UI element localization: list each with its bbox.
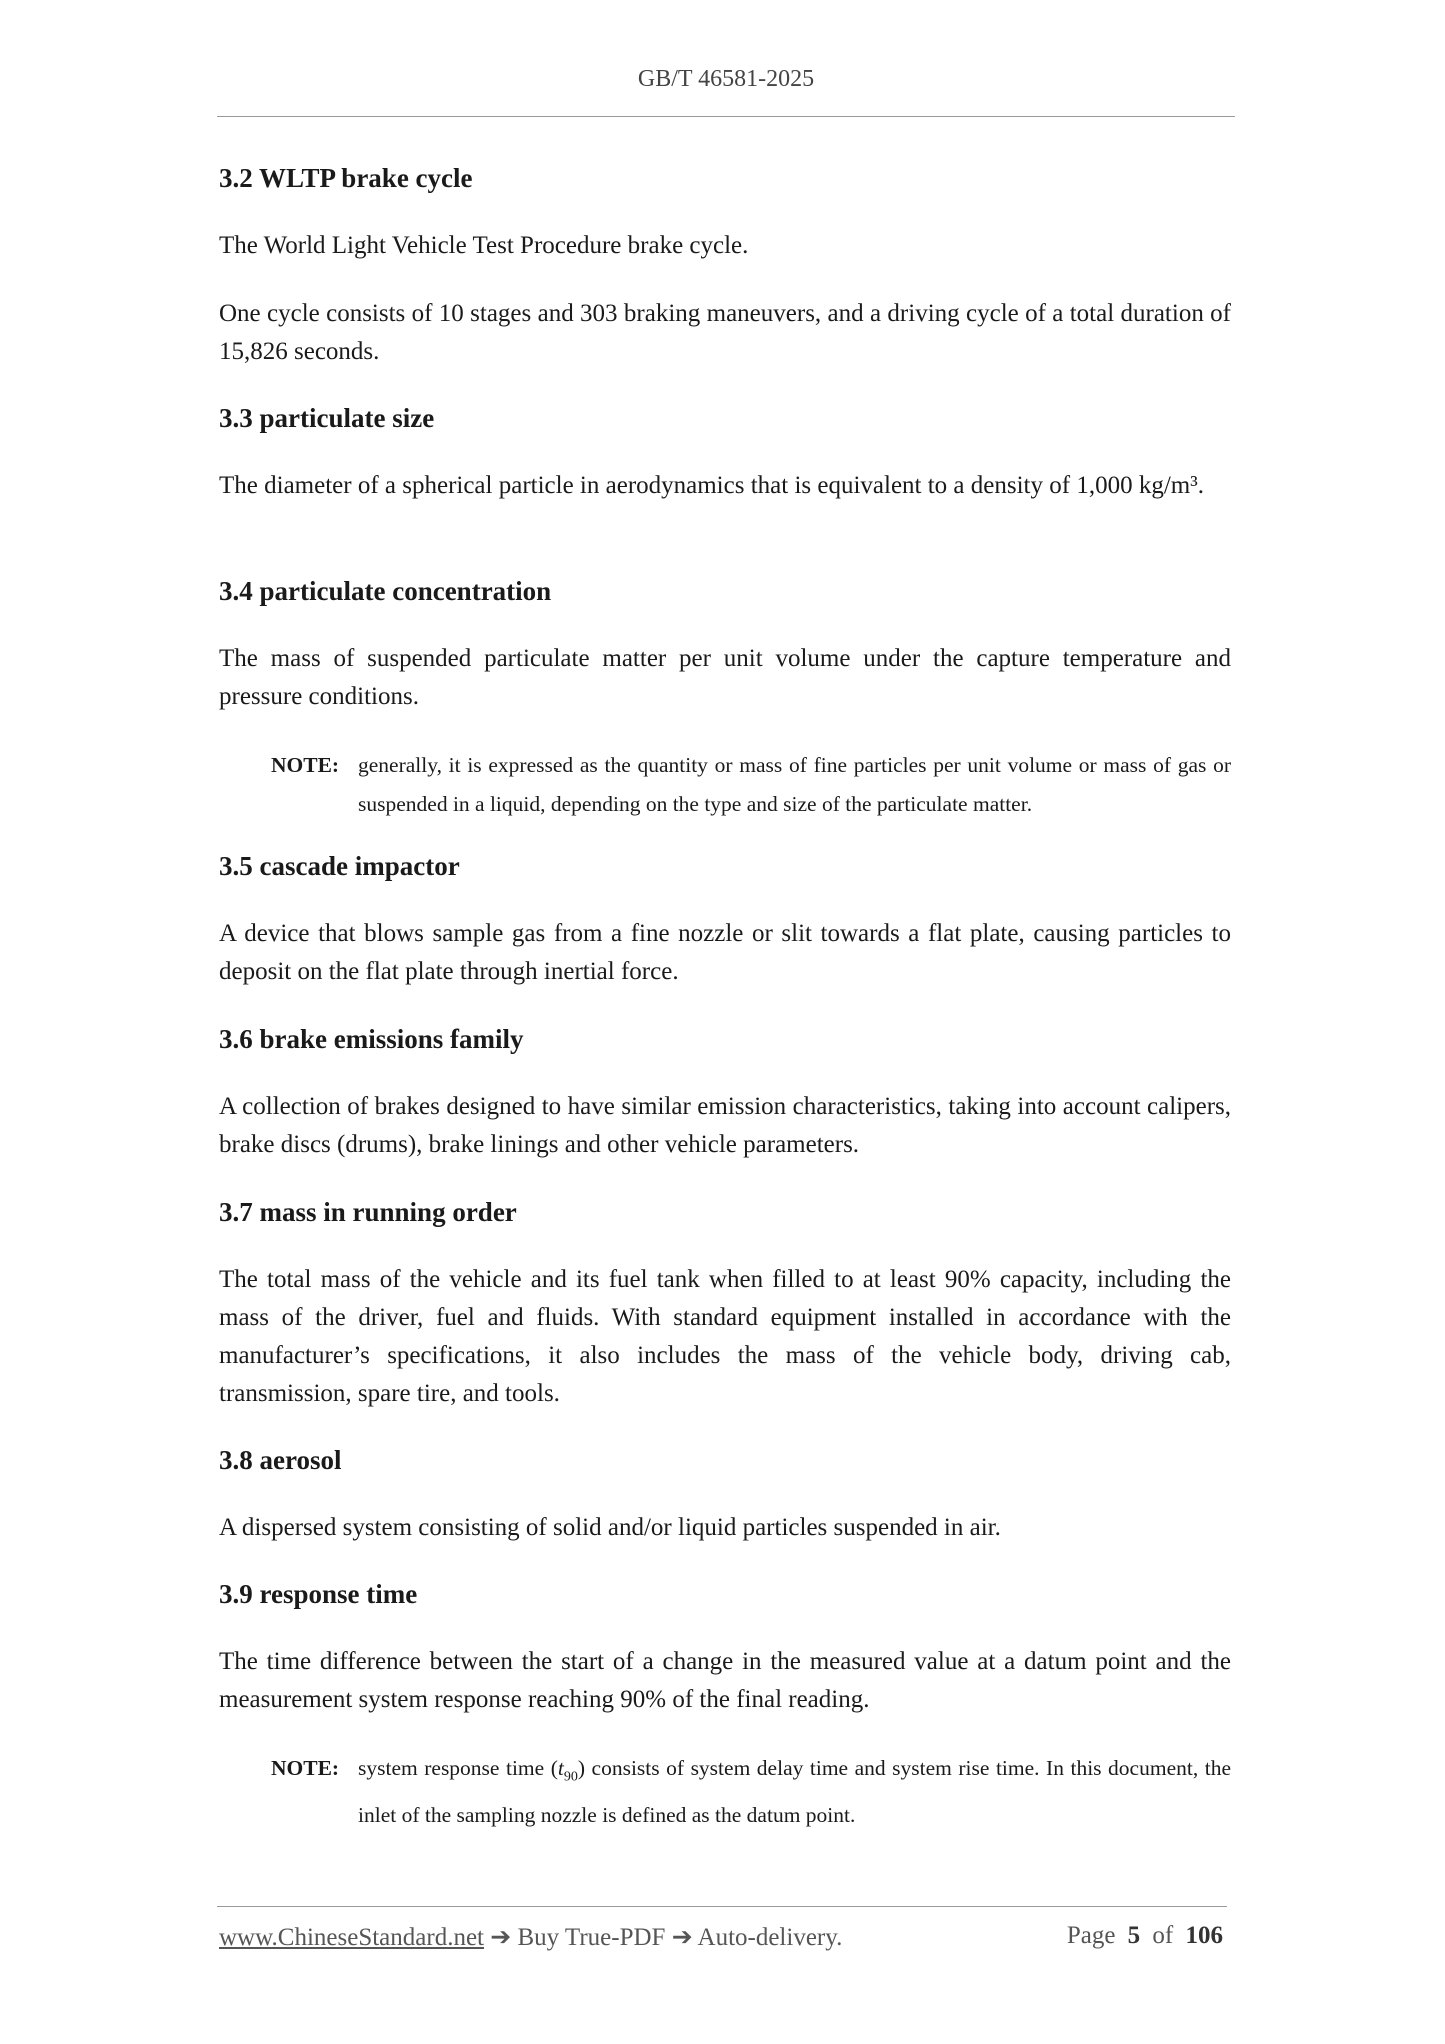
header-divider: [217, 116, 1235, 117]
term-3-7: [219, 1194, 1231, 1413]
term-heading: 3.3 particulate size: [219, 403, 435, 433]
note-text: generally, it is expressed as the quantity or mass of fine particles per unit volume or mass of gas or suspended in a liquid, depending on the type and size of the particulate matter.: [358, 753, 1231, 816]
term-definition: The mass of suspended particulate matter per unit volume under the capture temperature and pressure conditions.: [219, 645, 1231, 710]
term-definition: The diameter of a spherical particle in aerodynamics that is equivalent to a density of 1,000 kg/m³.: [219, 472, 1204, 499]
term-definition: A collection of brakes designed to have similar emission characteristics, taking into account calipers, brake discs (drums), brake linings and other vehicle parameters.: [219, 1093, 1231, 1158]
note: [271, 1749, 1231, 1835]
term-heading: 3.9 response time: [219, 1579, 418, 1609]
page-indicator: [1067, 1922, 1229, 1950]
note-text-after: ) consists of system delay time and system rise time. In this document, the inlet of the sampling nozzle is defined as the datum point.: [358, 1756, 1231, 1828]
term-3-8: [219, 1442, 1231, 1547]
term-heading: 3.8 aerosol: [219, 1445, 342, 1475]
page-current: 5: [1127, 1922, 1141, 1949]
buy-true-pdf-text: Buy True-PDF: [517, 1924, 666, 1951]
term-heading: 3.6 brake emissions family: [219, 1024, 524, 1054]
right-arrow-icon: ➔: [490, 1924, 512, 1951]
page-footer: [219, 1922, 1229, 1956]
term-definition: A dispersed system consisting of solid and/or liquid particles suspended in air.: [219, 1514, 1001, 1541]
term-definition: The World Light Vehicle Test Procedure brake cycle.: [219, 232, 749, 259]
term-3-9: [219, 1576, 1231, 1835]
note-text-before: system response time (: [358, 1756, 558, 1780]
page-word: Page: [1066, 1922, 1116, 1949]
term-heading: 3.5 cascade impactor: [219, 851, 460, 881]
footer-promo: [219, 1922, 842, 1952]
term-heading: 3.4 particulate concentration: [219, 576, 552, 606]
page-total: 106: [1185, 1922, 1223, 1949]
auto-delivery-text: Auto-delivery.: [697, 1924, 843, 1951]
t90-subscript: 90: [563, 1769, 578, 1785]
term-definition: One cycle consists of 10 stages and 303 braking maneuvers, and a driving cycle of a total duration of 15,826 seconds.: [219, 300, 1231, 365]
note: [271, 746, 1231, 824]
website-link[interactable]: www.ChineseStandard.net: [219, 1924, 484, 1951]
term-3-2: [219, 160, 1231, 371]
term-3-5: [219, 848, 1231, 991]
of-word: of: [1152, 1922, 1174, 1949]
term-definition: The total mass of the vehicle and its fuel tank when filled to at least 90% capacity, including the mass of the driver, fuel and fluids. With standard equipment installed in accordance with the manufacturer’s specifications, it also includes the mass of the vehicle body, driving cab, transmission, spare tire, and tools.: [219, 1266, 1231, 1407]
document-header: GB/T 46581-2025: [637, 66, 815, 92]
note-label: NOTE:: [271, 753, 340, 777]
right-arrow-icon: ➔: [671, 1924, 693, 1951]
term-heading: 3.7 mass in running order: [219, 1197, 517, 1227]
t90-symbol: t: [557, 1756, 564, 1780]
note-label: NOTE:: [271, 1756, 340, 1780]
term-definition: A device that blows sample gas from a fine nozzle or slit towards a flat plate, causing particles to deposit on the flat plate through inertial force.: [219, 920, 1231, 985]
term-3-4: [219, 573, 1231, 824]
term-3-3: [219, 400, 1231, 505]
term-definition: The time difference between the start of a change in the measured value at a datum point and the measurement system response reaching 90% of the final reading.: [219, 1648, 1231, 1713]
term-3-6: [219, 1021, 1231, 1164]
term-heading: 3.2 WLTP brake cycle: [219, 163, 473, 193]
footer-divider: [217, 1906, 1227, 1907]
